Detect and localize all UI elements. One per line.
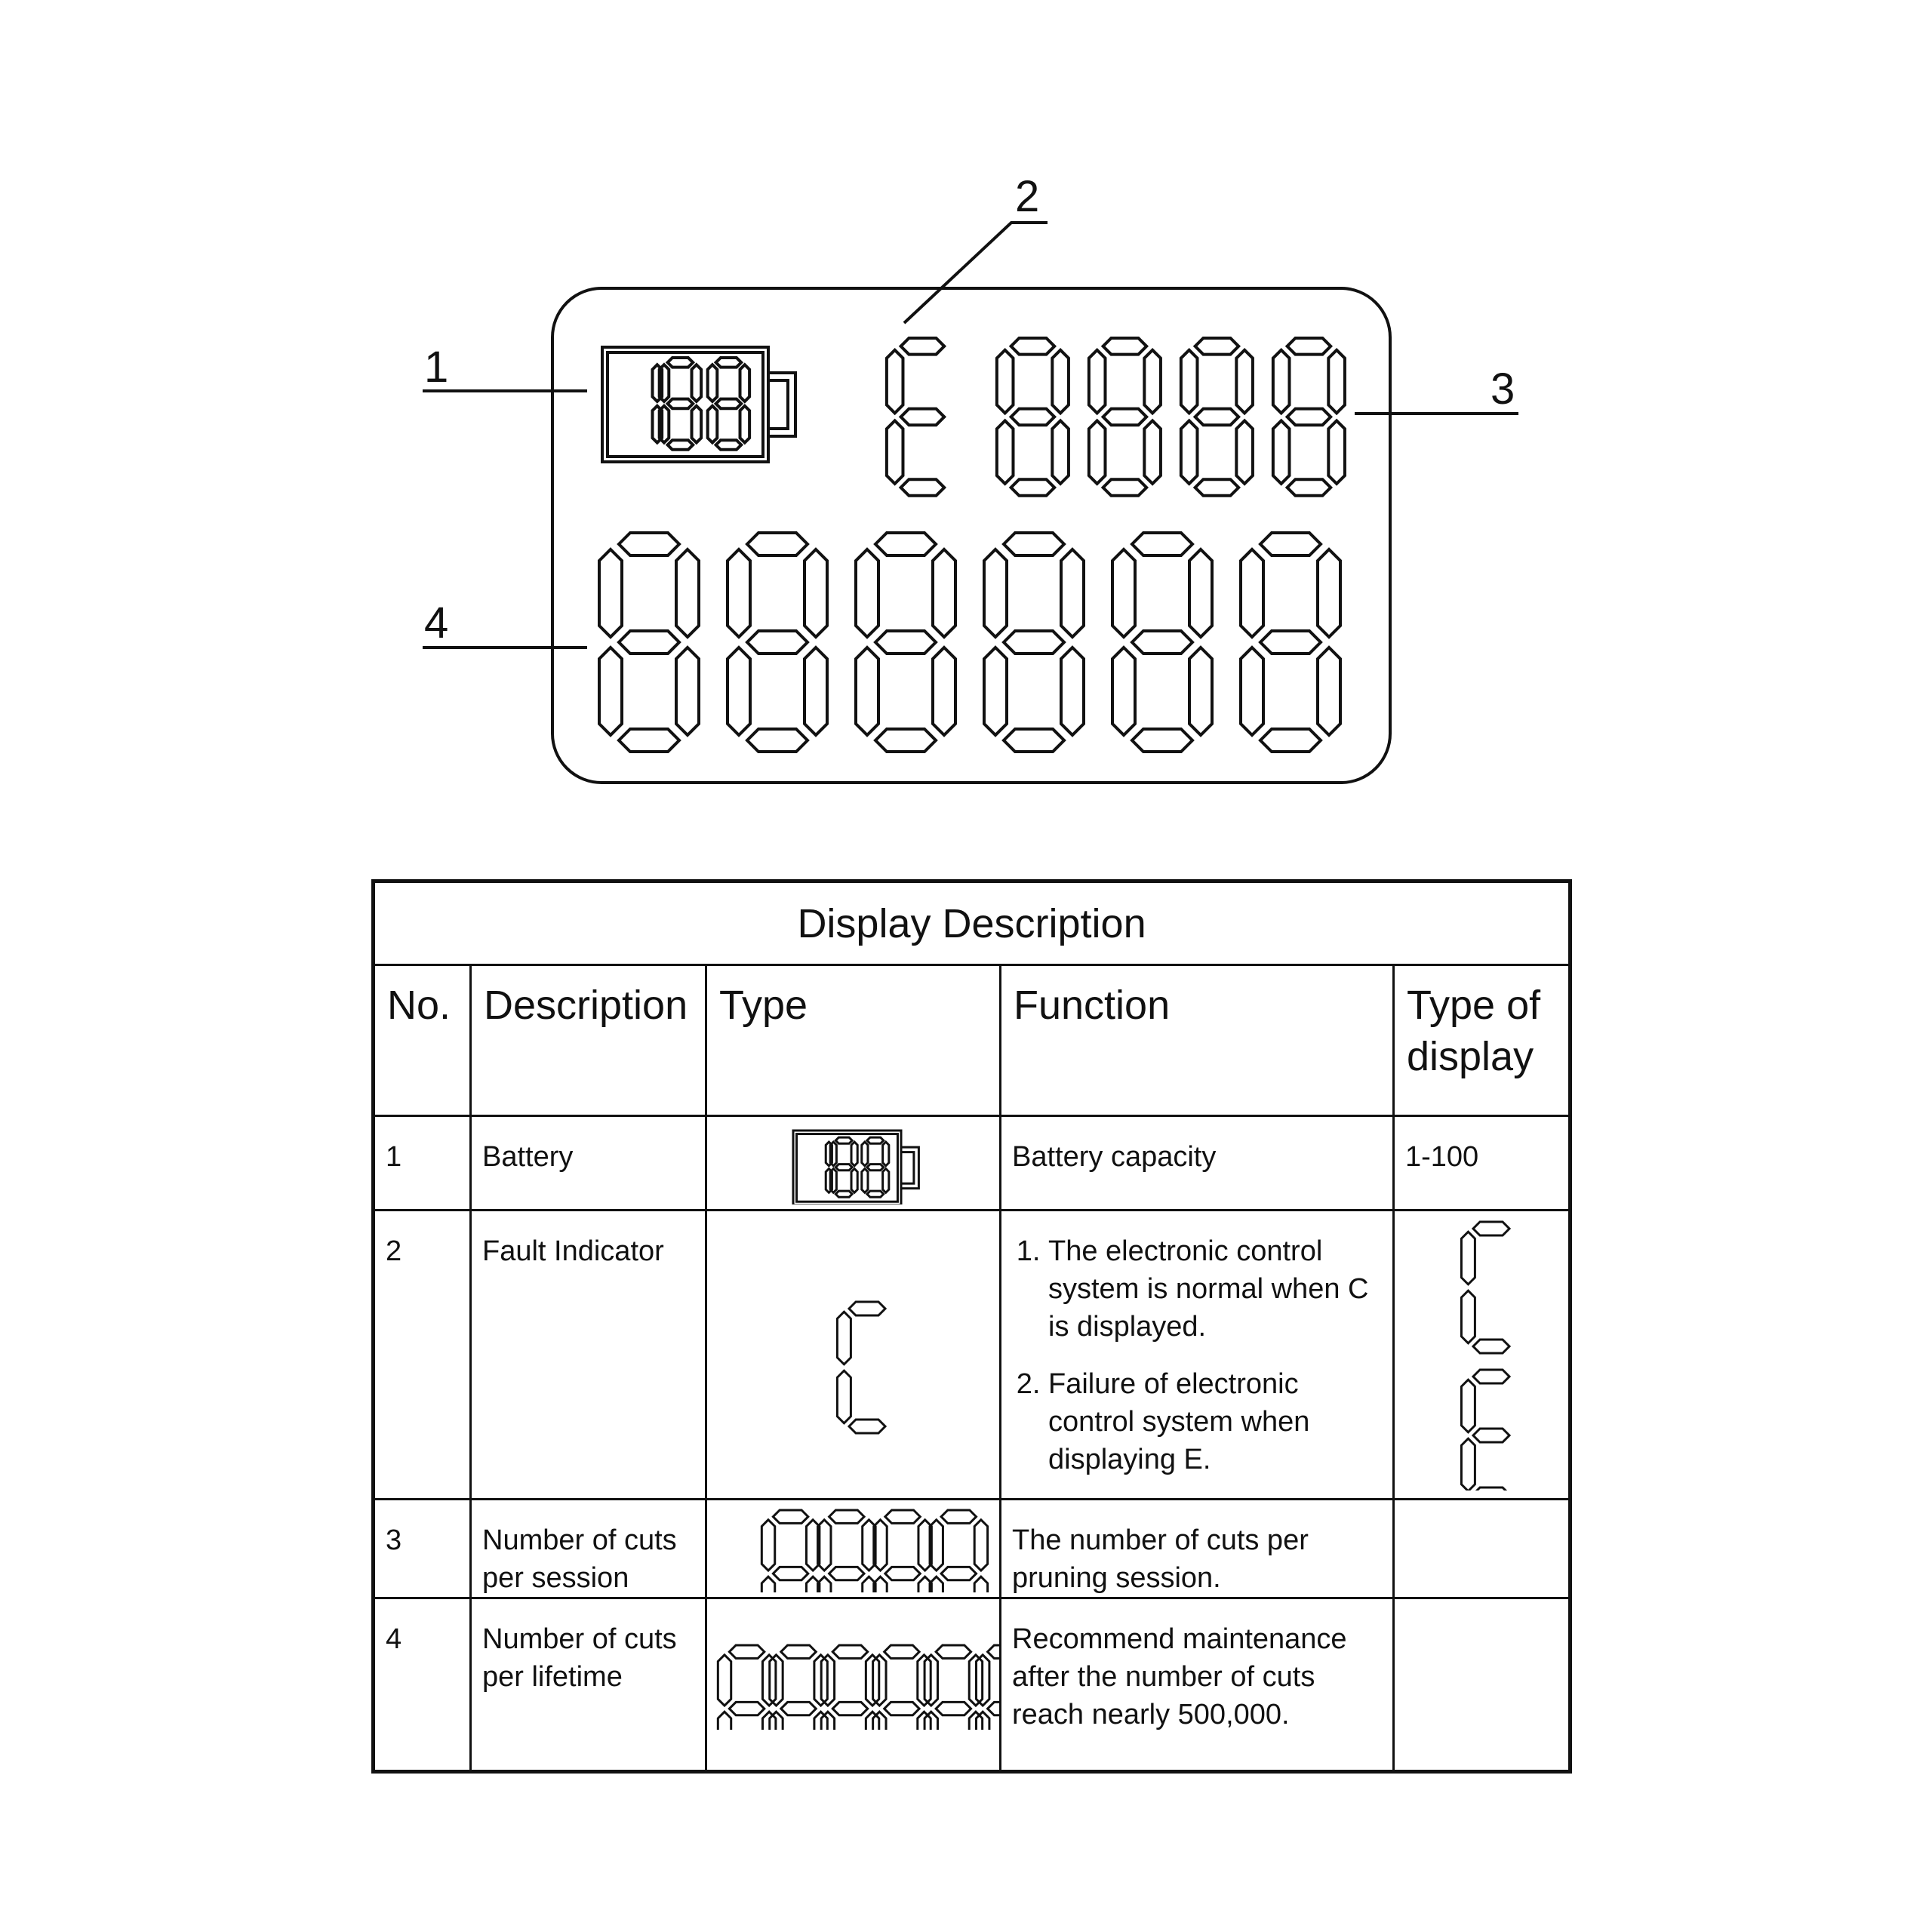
segment-a: [729, 1645, 764, 1658]
segment-c: [740, 406, 750, 443]
segment-e: [1241, 648, 1263, 735]
segment-d: [835, 1191, 852, 1197]
table-row: [374, 1211, 1571, 1500]
segment-f: [660, 365, 669, 401]
callout-2: 2: [1015, 172, 1040, 221]
segment-g: [773, 1567, 808, 1580]
segment-e: [830, 1169, 836, 1193]
row-function: The number of cuts per pruning session.: [1012, 1524, 1309, 1594]
table-row: [374, 1500, 1571, 1598]
segment-c: [1318, 648, 1340, 735]
segment-b: [1328, 350, 1345, 414]
segment-d: [1473, 1487, 1509, 1491]
segment-e: [862, 1169, 868, 1193]
segment-e: [1273, 420, 1290, 484]
segment-a: [832, 1645, 867, 1658]
segment-a: [1287, 338, 1331, 355]
segment-b: [1236, 350, 1253, 414]
segment-f: [1089, 350, 1106, 414]
segment-f: [1461, 1380, 1475, 1432]
segment-a: [747, 533, 808, 555]
c-and-e-segment-icons: [1395, 1211, 1571, 1491]
segment-g: [835, 1164, 852, 1171]
segment-e: [837, 1371, 851, 1423]
function-item: 2. Failure of electronic control system when displaying E.: [1048, 1365, 1385, 1478]
segment-a: [885, 1510, 920, 1523]
row-display-value: [1395, 1599, 1568, 1620]
segment-g: [867, 1164, 884, 1171]
segment-a: [1473, 1222, 1509, 1235]
segment-c: [1144, 420, 1161, 484]
segment-f: [708, 365, 718, 401]
segment-d: [1287, 479, 1331, 496]
segment-a: [716, 358, 742, 368]
segment-f: [718, 1655, 731, 1706]
segment-d: [1004, 729, 1064, 752]
segment-c: [851, 1169, 857, 1193]
header-function: Function: [1001, 965, 1394, 1116]
header-no: No.: [374, 965, 471, 1116]
header-type-of-display: Type of display: [1394, 965, 1571, 1116]
segment-f: [1181, 350, 1198, 414]
segment-f: [830, 1142, 836, 1166]
segment-a: [1195, 338, 1239, 355]
segment-f: [984, 549, 1007, 637]
segment-a: [1011, 338, 1055, 355]
segment-d: [867, 1191, 884, 1197]
row-description: Number of cuts per session: [482, 1524, 677, 1594]
segment-c: [692, 406, 702, 443]
segment-g: [747, 631, 808, 654]
segment-g: [1011, 409, 1055, 426]
row-no: 2: [386, 1235, 402, 1267]
segment-a: [901, 338, 945, 355]
segment-g: [1132, 631, 1192, 654]
segment-a: [936, 1645, 971, 1658]
segment-f: [1241, 549, 1263, 637]
segment-d: [849, 1420, 885, 1433]
segment-f: [761, 1519, 774, 1570]
battery-terminal: [901, 1147, 918, 1189]
segment-b: [851, 1142, 857, 1166]
segment-g: [885, 1567, 920, 1580]
battery-terminal: [768, 373, 795, 436]
battery-terminal-inner: [901, 1152, 914, 1184]
segment-c: [883, 1169, 889, 1193]
segment-d: [1103, 479, 1147, 496]
row-display-value: [1395, 1500, 1568, 1521]
table-row: [374, 1116, 1571, 1211]
segment-e: [708, 406, 718, 443]
row-display-value: 1-100: [1405, 1141, 1479, 1173]
segment-d: [1011, 479, 1055, 496]
segment-g: [875, 631, 936, 654]
segment-f: [1273, 350, 1290, 414]
segment-b: [1189, 549, 1212, 637]
segment-a: [773, 1510, 808, 1523]
segment-g: [729, 1702, 764, 1715]
row-function: Recommend maintenance after the number of cuts reach nearly 500,000.: [1012, 1623, 1347, 1730]
segment-g: [941, 1567, 976, 1580]
segment-b: [676, 549, 699, 637]
row-function: Battery capacity: [1012, 1141, 1217, 1173]
segment-f: [862, 1142, 868, 1166]
segment-a: [867, 1137, 884, 1143]
table-row: [374, 1598, 1571, 1772]
segment-g: [716, 399, 742, 409]
segment-d: [1473, 1340, 1509, 1353]
segment-f: [1461, 1232, 1475, 1284]
segment-a: [1260, 533, 1321, 555]
segment-e: [997, 420, 1014, 484]
display-description-table: [371, 879, 1572, 1774]
segment-c: [676, 648, 699, 735]
segment-a: [1004, 533, 1064, 555]
table-title: Display Description: [374, 881, 1571, 965]
segment-d: [875, 729, 936, 752]
segment-e: [660, 406, 669, 443]
segment-b: [933, 549, 955, 637]
function-item: 1. The electronic control system is normal when C is displayed.: [1048, 1232, 1385, 1346]
segment-e: [887, 420, 903, 484]
segment-c: [804, 648, 827, 735]
segment-d: [1195, 479, 1239, 496]
segment-b: [1144, 350, 1161, 414]
six-digit-segment-icon: [707, 1639, 1001, 1730]
segment-g: [1473, 1429, 1509, 1442]
segment-g: [832, 1702, 867, 1715]
segment-c: [1052, 420, 1069, 484]
segment-e: [728, 648, 750, 735]
segment-a: [1132, 533, 1192, 555]
segment-a: [835, 1137, 852, 1143]
segment-g: [901, 409, 945, 426]
segment-f: [856, 549, 878, 637]
row-description: Number of cuts per lifetime: [482, 1623, 677, 1693]
segment-f: [887, 350, 903, 414]
segment-c: [974, 1577, 987, 1592]
segment-d: [716, 440, 742, 450]
segment-b: [1061, 549, 1084, 637]
segment-g: [1004, 631, 1064, 654]
segment-c: [933, 648, 955, 735]
segment-f: [1112, 549, 1135, 637]
segment-e: [1461, 1291, 1475, 1343]
segment-g: [884, 1702, 919, 1715]
segment-c: [1189, 648, 1212, 735]
lcd-panel-diagram: [0, 0, 1932, 830]
segment-e: [984, 648, 1007, 735]
row-description: Fault Indicator: [482, 1235, 664, 1267]
segment-c: [1061, 648, 1084, 735]
segment-d: [668, 440, 694, 450]
segment-a: [619, 533, 679, 555]
segment-a: [849, 1302, 885, 1315]
row-no: 3: [386, 1524, 402, 1556]
segment-e: [718, 1712, 731, 1730]
segment-b: [804, 549, 827, 637]
callout-4: 4: [424, 598, 449, 648]
segment-a: [884, 1645, 919, 1658]
segment-d: [619, 729, 679, 752]
segment-g: [619, 631, 679, 654]
segment-f: [599, 549, 622, 637]
segment-e: [1181, 420, 1198, 484]
segment-e: [1089, 420, 1106, 484]
segment-d: [747, 729, 808, 752]
segment-a: [668, 358, 694, 368]
segment-g: [1103, 409, 1147, 426]
segment-e: [761, 1577, 774, 1592]
four-digit-segment-icon: [707, 1506, 1001, 1592]
function-list: [1001, 1211, 1392, 1478]
segment-e: [599, 648, 622, 735]
segment-f: [837, 1312, 851, 1364]
segment-b: [692, 365, 702, 401]
battery-terminal-inner: [768, 380, 788, 429]
c-segment-icon: [707, 1272, 1001, 1438]
segment-g: [781, 1702, 816, 1715]
segment-e: [1112, 648, 1135, 735]
segment-g: [1287, 409, 1331, 426]
segment-f: [997, 350, 1014, 414]
row-description: Battery: [482, 1141, 574, 1173]
row-no: 4: [386, 1623, 402, 1655]
segment-a: [988, 1645, 1001, 1658]
segment-a: [941, 1510, 976, 1523]
segment-c: [1328, 420, 1345, 484]
segment-b: [974, 1519, 987, 1570]
segment-f: [728, 549, 750, 637]
segment-g: [1260, 631, 1321, 654]
battery-segment-icon: [707, 1121, 1001, 1204]
header-type: Type: [706, 965, 1001, 1116]
segment-d: [901, 479, 945, 496]
segment-b: [740, 365, 750, 401]
segment-g: [829, 1567, 864, 1580]
segment-g: [1195, 409, 1239, 426]
callout-3: 3: [1491, 365, 1515, 414]
leader-line-2: [904, 223, 1048, 323]
segment-e: [856, 648, 878, 735]
callout-1: 1: [424, 343, 449, 392]
segment-c: [1236, 420, 1253, 484]
segment-g: [988, 1702, 1001, 1715]
segment-a: [829, 1510, 864, 1523]
header-description: Description: [471, 965, 706, 1116]
segment-d: [1260, 729, 1321, 752]
segment-a: [1103, 338, 1147, 355]
segment-a: [875, 533, 936, 555]
segment-e: [1461, 1438, 1475, 1491]
segment-g: [668, 399, 694, 409]
segment-d: [1132, 729, 1192, 752]
segment-b: [883, 1142, 889, 1166]
row-no: 1: [386, 1141, 402, 1173]
segment-a: [1473, 1370, 1509, 1383]
segment-b: [1052, 350, 1069, 414]
segment-b: [1318, 549, 1340, 637]
segment-g: [936, 1702, 971, 1715]
segment-a: [781, 1645, 816, 1658]
